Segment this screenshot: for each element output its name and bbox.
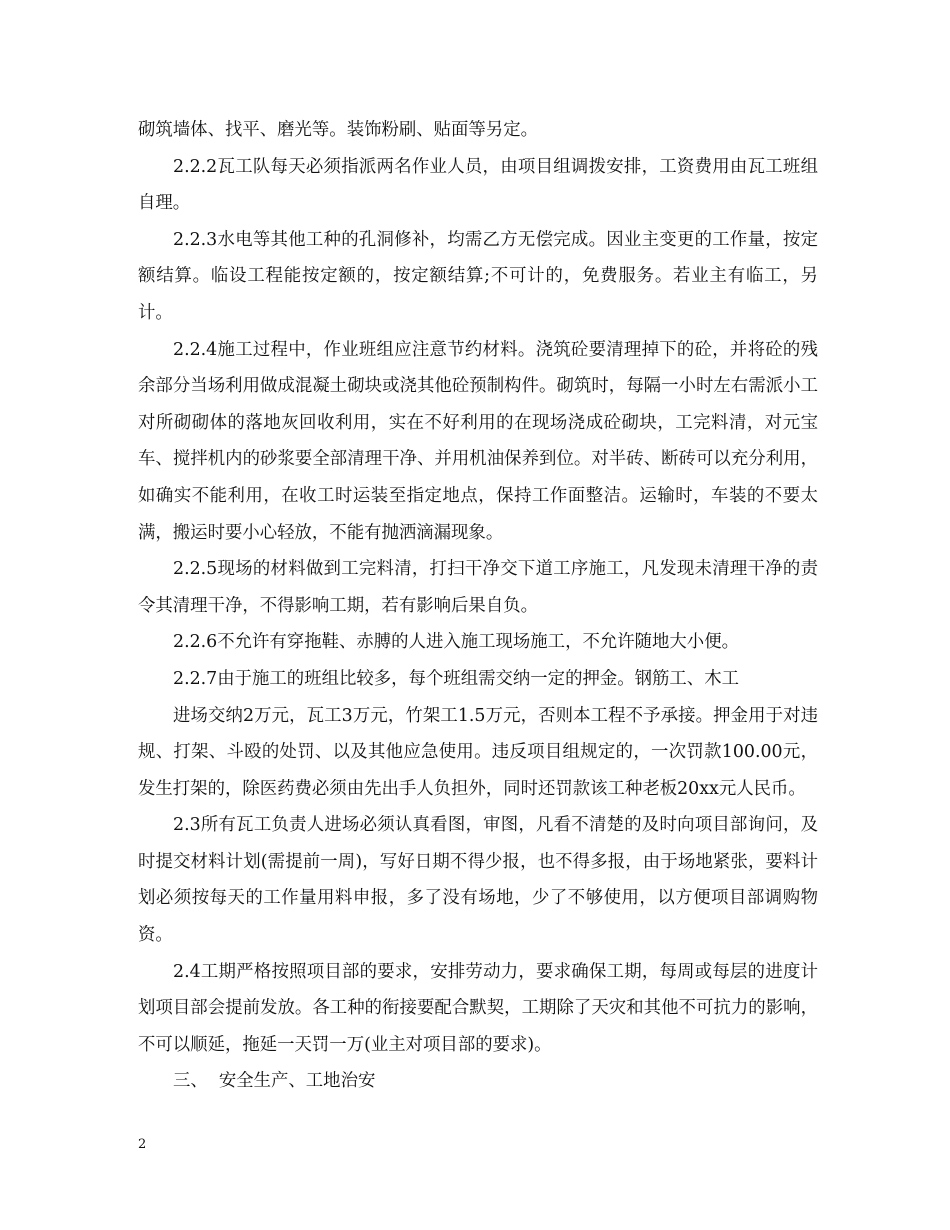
section-heading-3: 三、 安全生产、工地治安 — [173, 1071, 376, 1092]
paragraph-2-2-5: 2.2.5现场的材料做到工完料清，打扫干净交下道工序施工，凡发现未清理干净的责令其清理干净，不得影响工期，若有影响后果自负。 — [138, 559, 818, 616]
paragraph-2-2-7-continued: 进场交纳2万元，瓦工3万元，竹架工1.5万元，否则本工程不予承接。押金用于对违规、打架、斗殴的处罚、以及其他应急使用。违反项目组规定的，一次罚款100.00元，发生打架的，除医药费必须由先出手人负担外，同时还罚款该工种老板20xx元人民币。 — [138, 705, 818, 799]
paragraph-2-4: 2.4工期严格按照项目部的要求，安排劳动力，要求确保工期，每周或每层的进度计划项目部会提前发放。各工种的衔接要配合默契，工期除了天灾和其他不可抗力的影响，不可以顺延，拖延一天罚一万(业主对项目部的要求)。 — [138, 961, 818, 1055]
paragraph-2-3: 2.3所有瓦工负责人进场必须认真看图，审图，凡看不清楚的及时向项目部询问，及时提交材料计划(需提前一周)，写好日期不得少报，也不得多报，由于场地紧张，要料计划必须按每天的工作量用料申报，多了没有场地，少了不够使用，以方便项目部调购物资。 — [138, 815, 818, 946]
document-body — [138, 112, 818, 1100]
paragraph-2-2-4: 2.2.4施工过程中，作业班组应注意节约材料。浇筑砼要清理掉下的砼，并将砼的残余部分当场利用做成混凝土砌块或浇其他砼预制构件。砌筑时，每隔一小时左右需派小工对所砌砌体的落地灰回收利用，实在不好利用的在现场浇成砼砌块，工完料清，对元宝车、搅拌机内的砂浆要全部清理干净、并用机油保养到位。对半砖、断砖可以充分利用，如确实不能利用，在收工时运装至指定地点，保持工作面整洁。运输时，车装的不要太满，搬运时要小心轻放，不能有抛洒滴漏现象。 — [138, 339, 818, 543]
paragraph-2-2-7: 2.2.7由于施工的班组比较多，每个班组需交纳一定的押金。钢筋工、木工 — [173, 668, 739, 689]
paragraph-continuation: 砌筑墙体、找平、磨光等。装饰粉刷、贴面等另定。 — [138, 120, 538, 140]
page-number: 2 — [138, 1137, 147, 1152]
paragraph-2-2-6: 2.2.6不允许有穿拖鞋、赤膊的人进入施工现场施工，不允许随地大小便。 — [173, 632, 739, 653]
paragraph-2-2-2: 2.2.2瓦工队每天必须指派两名作业人员，由项目组调拨安排，工资费用由瓦工班组自理。 — [138, 156, 818, 214]
paragraph-2-2-3: 2.2.3水电等其他工种的孔洞修补，均需乙方无偿完成。因业主变更的工作量，按定额结算。临设工程能按定额的，按定额结算;不可计的，免费服务。若业主有临工，另计。 — [138, 229, 818, 323]
